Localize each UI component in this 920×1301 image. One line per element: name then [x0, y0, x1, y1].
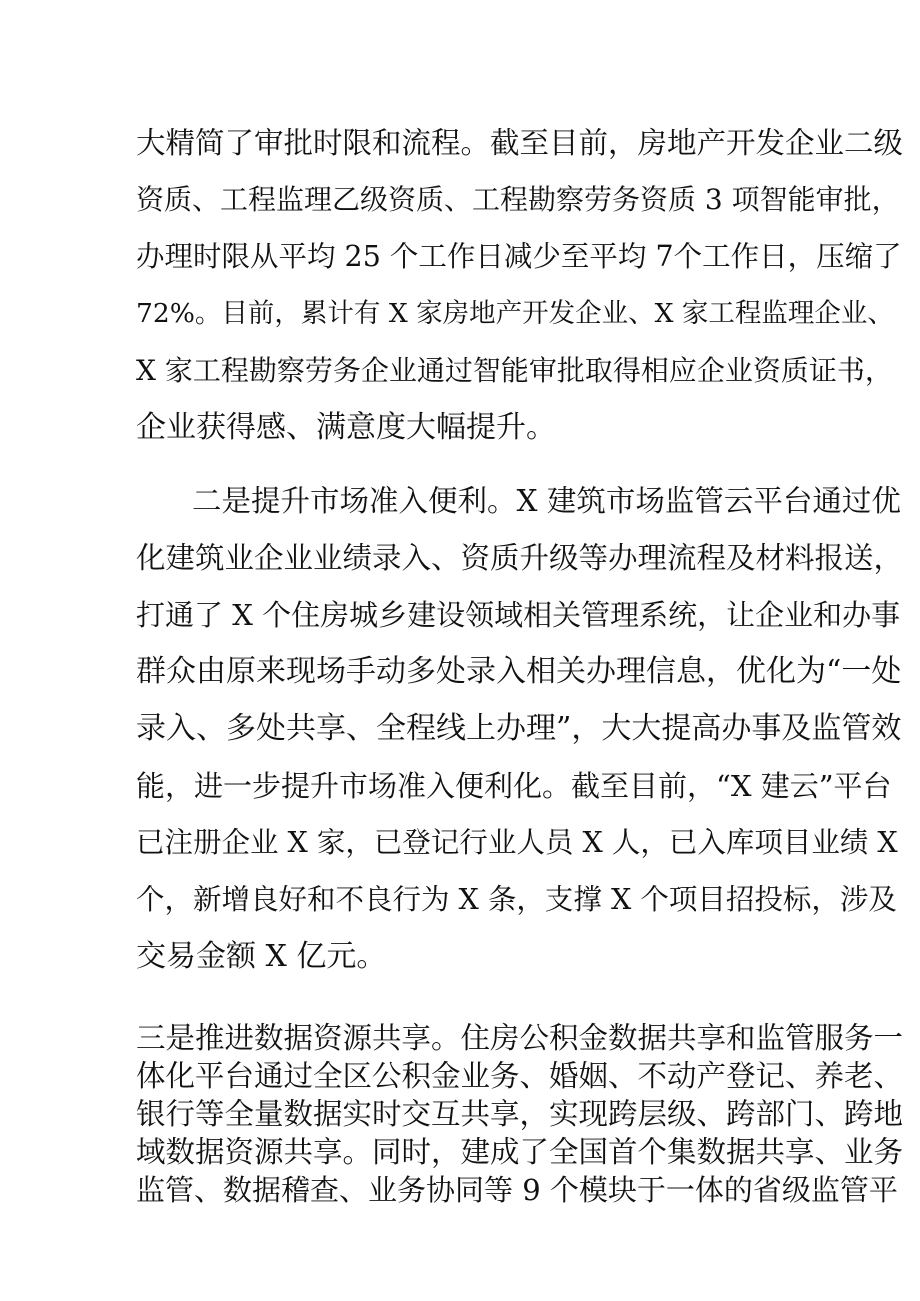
paragraph-line: 能，进一步提升市场准入便利化。截至目前，“X 建云”平台 — [136, 769, 892, 803]
paragraph-line: 体化平台通过全区公积金业务、婚姻、不动产登记、养老、 — [136, 1059, 904, 1093]
paragraph-line: 交易金额 X 亿元。 — [136, 939, 387, 974]
paragraph-line: 二是提升市场准入便利。X 建筑市场监管云平台通过优 — [192, 484, 901, 518]
paragraph-line: 办理时限从平均 25 个工作日减少至平均 7个工作日，压缩了 — [136, 240, 902, 273]
paragraph-line: 录入、多处共享、全程线上办理”，大大提高办事及监管效 — [136, 711, 902, 746]
paragraph-line: X 家工程勘察劳务企业通过智能审批取得相应企业资质证书， — [136, 354, 893, 387]
paragraph-line: 化建筑业企业业绩录入、资质升级等办理流程及材料报送， — [136, 541, 904, 575]
paragraph-line: 打通了 X 个住房城乡建设领域相关管理系统，让企业和办事 — [136, 598, 901, 632]
paragraph-line: 监管、数据稽查、业务协同等 9 个模块于一体的省级监管平 — [136, 1173, 898, 1207]
paragraph-line: 域数据资源共享。同时，建成了全国首个集数据共享、业务 — [136, 1135, 904, 1169]
paragraph-line: 资质、工程监理乙级资质、工程勘察劳务资质 3 项智能审批， — [136, 183, 900, 216]
paragraph-line: 已注册企业 X 家，已登记行业人员 X 人，已入库项目业绩 X — [136, 826, 898, 859]
paragraph-line: 群众由原来现场手动多处录入相关办理信息，优化为“一处 — [136, 654, 902, 689]
paragraph-line: 企业获得感、满意度大幅提升。 — [136, 410, 556, 445]
paragraph-line: 三是推进数据资源共享。住房公积金数据共享和监管服务一 — [136, 1021, 904, 1055]
paragraph-line: 大精简了审批时限和流程。截至目前，房地产开发企业二级 — [136, 126, 904, 160]
paragraph-line: 72%。目前，累计有 X 家房地产开发企业、X 家工程监理企业、 — [136, 298, 894, 329]
paragraph-line: 银行等全量数据实时交互共享，实现跨层级、跨部门、跨地 — [136, 1097, 904, 1131]
paragraph-line: 个，新增良好和不良行为 X 条，支撑 X 个项目招投标，涉及 — [136, 883, 897, 916]
